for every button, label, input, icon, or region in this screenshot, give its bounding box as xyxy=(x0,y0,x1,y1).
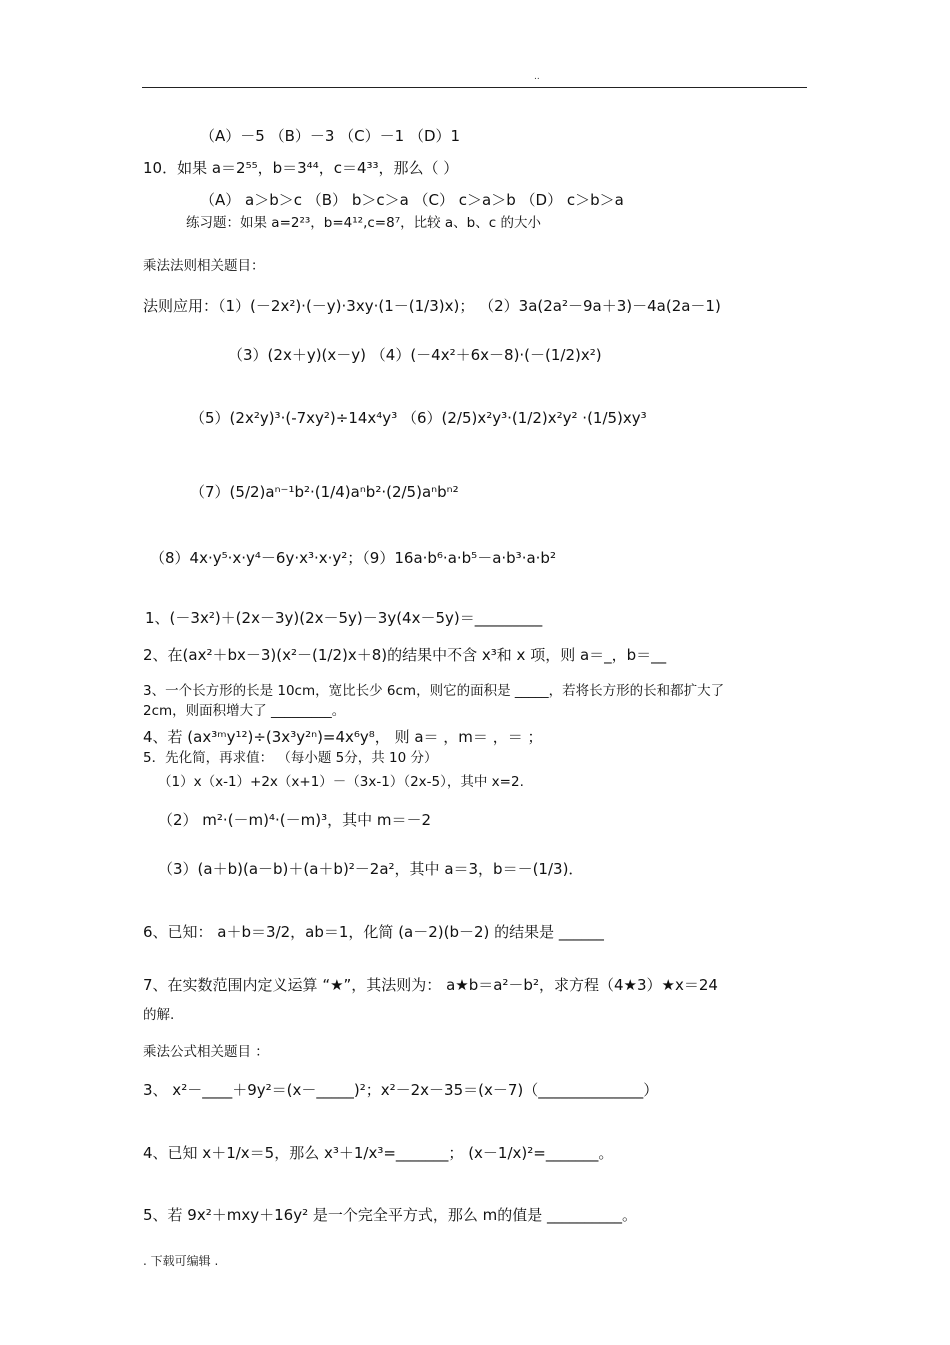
question-10: 10．如果 a＝2⁵⁵，b＝3⁴⁴，c＝4³³，那么（ ） xyxy=(143,159,459,177)
rule-application-1-2: 法则应用：（1）(－2x²)·(－y)·3xy·(1－(1/3)x)； （2）3a(2a²－9a＋3)－4a(2a－1) xyxy=(143,297,721,315)
exercise-7-line1: 7、在实数范围内定义运算 “★”，其法则为： a★b＝a²－b²，求方程（4★3）★x＝24 xyxy=(143,976,718,994)
header-mark: .. xyxy=(534,72,540,82)
choice-options-q10: （A） a＞b＞c （B） b＞c＞a （C） c＞a＞b （D） c＞b＞a xyxy=(200,191,624,209)
exercise-7-line2: 的解. xyxy=(143,1007,175,1023)
choice-options-q9: （A）－5 （B）－3 （C）－1 （D）1 xyxy=(200,127,461,145)
exercise-5-part-2: （2） m²·(－m)⁴·(－m)³，其中 m＝－2 xyxy=(158,811,432,829)
exercise-5-part-3: （3）(a＋b)(a－b)＋(a＋b)²－2a²，其中 a＝3，b＝－(1/3)． xyxy=(158,860,584,878)
exercise-4: 4、若 (ax³ᵐy¹²)÷(3x³y²ⁿ)=4x⁶y⁸， 则 a＝ ，m＝ ，＝ ； xyxy=(143,728,543,746)
formula-exercise-4: 4、已知 x＋1/x＝5，那么 x³＋1/x³=_______； (x－1/x)²=_______。 xyxy=(143,1144,614,1162)
rule-application-7: （7）(5/2)aⁿ⁻¹b²·(1/4)aⁿb²·(2/5)aⁿbⁿ² xyxy=(190,483,459,501)
formula-exercise-5: 5、若 9x²＋mxy＋16y² 是一个完全平方式，那么 m的值是 __________。 xyxy=(143,1206,638,1224)
rule-application-8-9: （8）4x·y⁵·x·y⁴－6y·x³·x·y²；（9）16a·b⁶·a·b⁵－a·b³·a·b² xyxy=(150,549,556,567)
exercise-2: 2、在(ax²＋bx－3)(x²－(1/2)x＋8)的结果中不含 x³和 x 项，则 a＝_，b＝__ xyxy=(143,646,667,664)
rule-application-3-4: （3）(2x＋y)(x－y) （4）(－4x²＋6x－8)·(－(1/2)x²) xyxy=(228,346,602,364)
exercise-5-part-1: （1）x（x-1）+2x（x+1）－（3x-1）（2x-5），其中 x=2. xyxy=(158,774,524,790)
rule-application-5-6: （5）(2x²y)³·(-7xy²)÷14x⁴y³ （6）(2/5)x²y³·(1/2)x²y² ·(1/5)xy³ xyxy=(190,409,647,427)
section-title-multiplication-formulas: 乘法公式相关题目 ： xyxy=(143,1044,269,1060)
exercise-5-heading: 5．先化简，再求值： （每小题 5分，共 10 分） xyxy=(143,750,438,766)
exercise-3-line1: 3、一个长方形的长是 10cm，宽比长少 6cm，则它的面积是 _____，若将长方形的长和都扩大了 xyxy=(143,683,725,699)
exercise-1: 1、(－3x²)＋(2x－3y)(2x－5y)－3y(4x－5y)＝_________ xyxy=(145,609,543,627)
section-title-multiplication-rules: 乘法法则相关题目： xyxy=(143,258,265,274)
exercise-3-line2: 2cm，则面积增大了 _________。 xyxy=(143,703,346,719)
header-rule xyxy=(142,87,807,88)
formula-exercise-3: 3、 x²－____＋9y²＝(x－_____)²；x²－2x－35＝(x－7)（______________） xyxy=(143,1081,659,1099)
practice-problem: 练习题：如果 a=2²³，b=4¹²,c=8⁷，比较 a、b、c 的大小 xyxy=(186,215,541,231)
footer-note: . 下载可编辑 . xyxy=(143,1254,219,1268)
exercise-6: 6、已知： a＋b＝3/2，ab＝1，化简 (a－2)(b－2) 的结果是 ______ xyxy=(143,923,604,941)
